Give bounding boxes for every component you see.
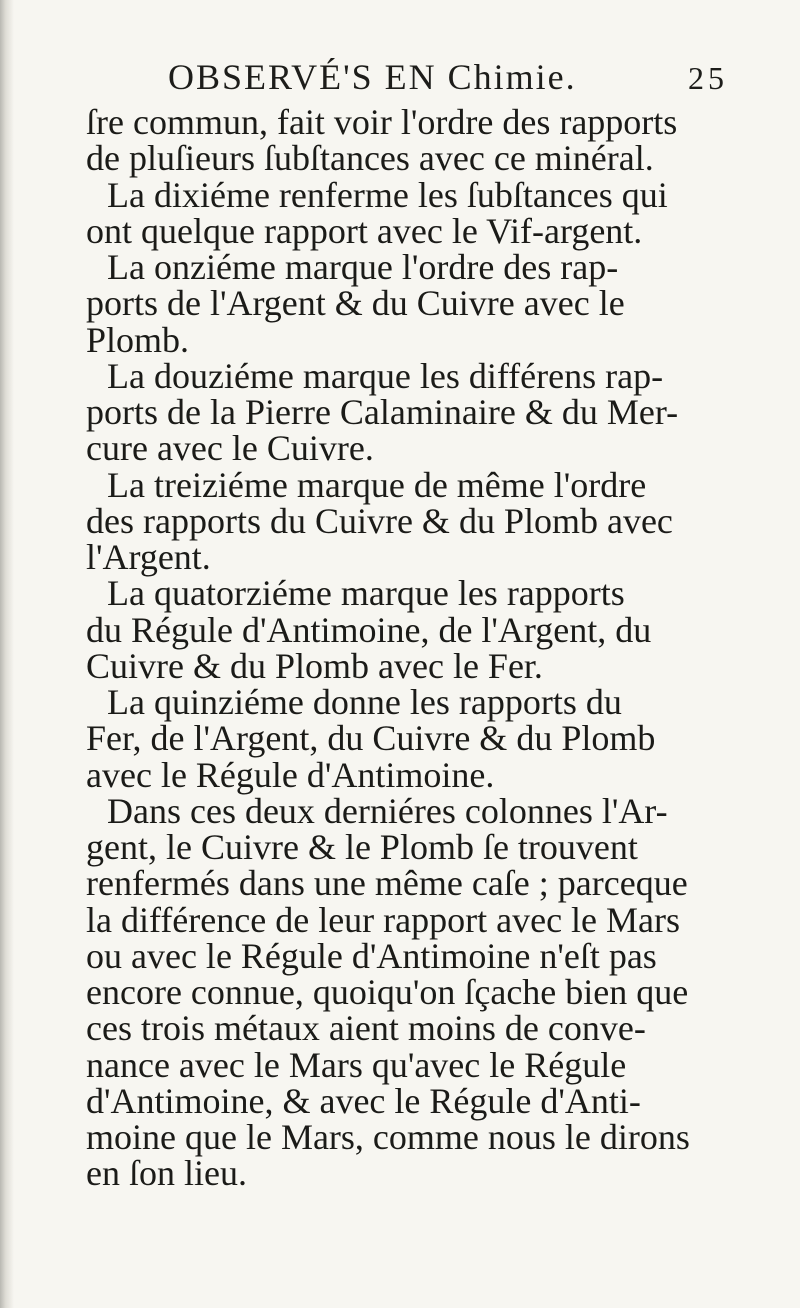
text-line: La treiziéme marque de même l'ordre	[107, 464, 647, 505]
text-line: Cuivre & du Plomb avec le Fer.	[86, 645, 543, 686]
text-line: ces trois métaux aient moins de conve-	[86, 1008, 646, 1049]
text-line: nance avec le Mars qu'avec le Régule	[86, 1044, 627, 1085]
text-line: renfermés dans une même caſe ; parceque	[86, 863, 688, 904]
text-line: ont quelque rapport avec le Vif-argent.	[86, 210, 643, 251]
text-line: ports de la Pierre Calaminaire & du Mer-	[86, 392, 679, 432]
text-line: du Régule d'Antimoine, de l'Argent, du	[86, 609, 652, 650]
text-line: avec le Régule d'Antimoine.	[86, 754, 495, 795]
text-line: Fer, de l'Argent, du Cuivre & du Plomb	[86, 718, 656, 759]
text-line: ou avec le Régule d'Antimoine n'eſt pas	[86, 935, 657, 976]
text-line: Dans ces deux derniéres colonnes l'Ar-	[107, 790, 668, 831]
text-line: cure avec le Cuivre.	[86, 428, 374, 469]
text-line: de pluſieurs ſubſtances avec ce minéral.	[86, 138, 654, 179]
text-line: en ſon lieu.	[86, 1153, 247, 1194]
text-line: La dixiéme renferme les ſubſtances qui	[107, 174, 668, 215]
text-line: des rapports du Cuivre & du Plomb avec	[86, 500, 673, 541]
text-line: moine que le Mars, comme nous le dirons	[86, 1117, 690, 1157]
header-title: OBSERVÉ'S EN Chimie.	[168, 57, 577, 97]
text-line: gent, le Cuivre & le Plomb ſe trouvent	[86, 827, 638, 867]
running-header	[168, 56, 728, 106]
body-text	[86, 104, 736, 1192]
text-line: La quatorziéme marque les rapports	[107, 573, 625, 614]
text-line: La quinziéme donne les rapports du	[107, 682, 622, 722]
page-number: 25	[688, 60, 728, 96]
text-line: ſre commun, fait voir l'ordre des rapports	[86, 102, 678, 142]
text-line: La onziéme marque l'ordre des rap-	[107, 247, 619, 287]
text-line: encore connue, quoiqu'on ſçache bien que	[86, 972, 689, 1012]
text-line: l'Argent.	[86, 537, 211, 577]
text-line: la différence de leur rapport avec le Mars	[86, 899, 681, 940]
text-line: d'Antimoine, & avec le Régule d'Anti-	[86, 1080, 641, 1121]
text-line: Plomb.	[86, 319, 190, 360]
binding-shadow	[0, 0, 14, 1308]
text-line: ports de l'Argent & du Cuivre avec le	[86, 283, 625, 324]
text-line: La douziéme marque les différens rap-	[107, 355, 664, 396]
